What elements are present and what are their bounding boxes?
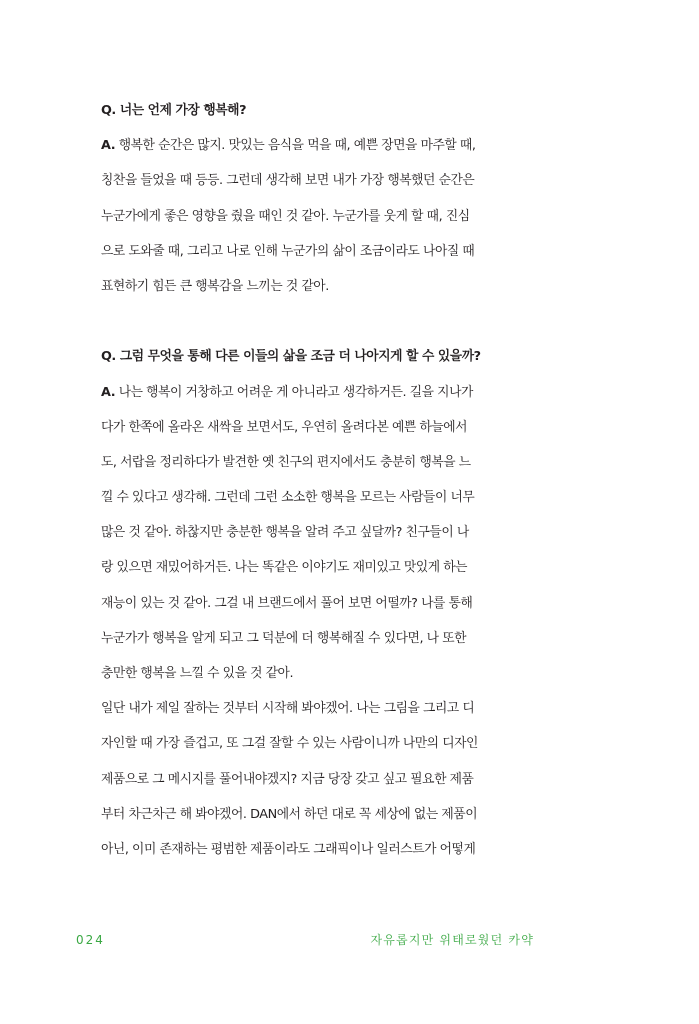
paragraph-line-2: 자인할 때 가장 즐겁고, 또 그걸 잘할 수 있는 사람이니까 나만의 디자인 xyxy=(101,736,478,752)
answer-2-line-6: 랑 있으면 재밌어하거든. 나는 똑같은 이야기도 재미있고 맛있게 하는 xyxy=(101,560,468,576)
answer-1-line-2: 칭찬을 들었을 때 등등. 그런데 생각해 보면 내가 가장 행복했던 순간은 xyxy=(101,173,475,189)
running-title: 자유롭지만 위태로웠던 카약 xyxy=(370,933,534,947)
answer-2-line-3: 도, 서랍을 정리하다가 발견한 옛 친구의 편지에서도 충분히 행복을 느 xyxy=(101,454,471,470)
answer-label: A. xyxy=(101,384,116,400)
question-1: Q. 너는 언제 가장 행복해? xyxy=(101,103,247,118)
answer-text: 행복한 순간은 많지. 맛있는 음식을 먹을 때, 예쁜 장면을 마주할 때, xyxy=(115,138,476,154)
page-number: 024 xyxy=(76,933,105,947)
answer-1-line-3: 누군가에게 좋은 영향을 줬을 때인 것 같아. 누군가를 웃게 할 때, 진심 xyxy=(101,208,470,224)
answer-2-line-5: 많은 것 같아. 하찮지만 충분한 행복을 알려 주고 싶달까? 친구들이 나 xyxy=(101,525,469,541)
answer-label: A. xyxy=(101,138,116,154)
page-body xyxy=(101,93,521,867)
paragraph-line-5: 아닌, 이미 존재하는 평범한 제품이라도 그래픽이나 일러스트가 어떻게 xyxy=(101,841,476,857)
answer-2-line-9: 충만한 행복을 느낄 수 있을 것 같아. xyxy=(101,666,294,681)
answer-2-line-1 xyxy=(101,375,521,410)
answer-2-line-8: 누군가가 행복을 알게 되고 그 덕분에 더 행복해질 수 있다면, 나 또한 xyxy=(101,630,467,646)
answer-text: 나는 행복이 거창하고 어려운 게 아니라고 생각하거든. 길을 지나가 xyxy=(115,384,473,400)
section-gap xyxy=(101,304,521,339)
answer-1-line-4: 으로 도와줄 때, 그리고 나로 인해 누군가의 삶이 조금이라도 나아질 때 xyxy=(101,243,475,259)
answer-2-line-4: 낄 수 있다고 생각해. 그런데 그런 소소한 행복을 모르는 사람들이 너무 xyxy=(101,490,475,506)
answer-1-line-1 xyxy=(101,128,521,163)
answer-1-line-5: 표현하기 힘든 큰 행복감을 느끼는 것 같아. xyxy=(101,278,329,294)
answer-2-line-7: 재능이 있는 것 같아. 그걸 내 브랜드에서 풀어 보면 어떨까? 나를 통해 xyxy=(101,595,473,611)
answer-2-line-2: 다가 한쪽에 올라온 새싹을 보면서도, 우연히 올려다본 예쁜 하늘에서 xyxy=(101,419,468,435)
paragraph-line-3: 제품으로 그 메시지를 풀어내야겠지? 지금 당장 갖고 싶고 필요한 제품 xyxy=(101,771,474,787)
paragraph-line-1: 일단 내가 제일 잘하는 것부터 시작해 봐야겠어. 나는 그림을 그리고 디 xyxy=(101,701,475,717)
paragraph-line-4: 부터 차근차근 해 봐야겠어. DAN에서 하던 대로 꼭 세상에 없는 제품이 xyxy=(101,806,478,822)
question-2: Q. 그럼 무엇을 통해 다른 이들의 삶을 조금 더 나아지게 할 수 있을까? xyxy=(101,349,481,365)
